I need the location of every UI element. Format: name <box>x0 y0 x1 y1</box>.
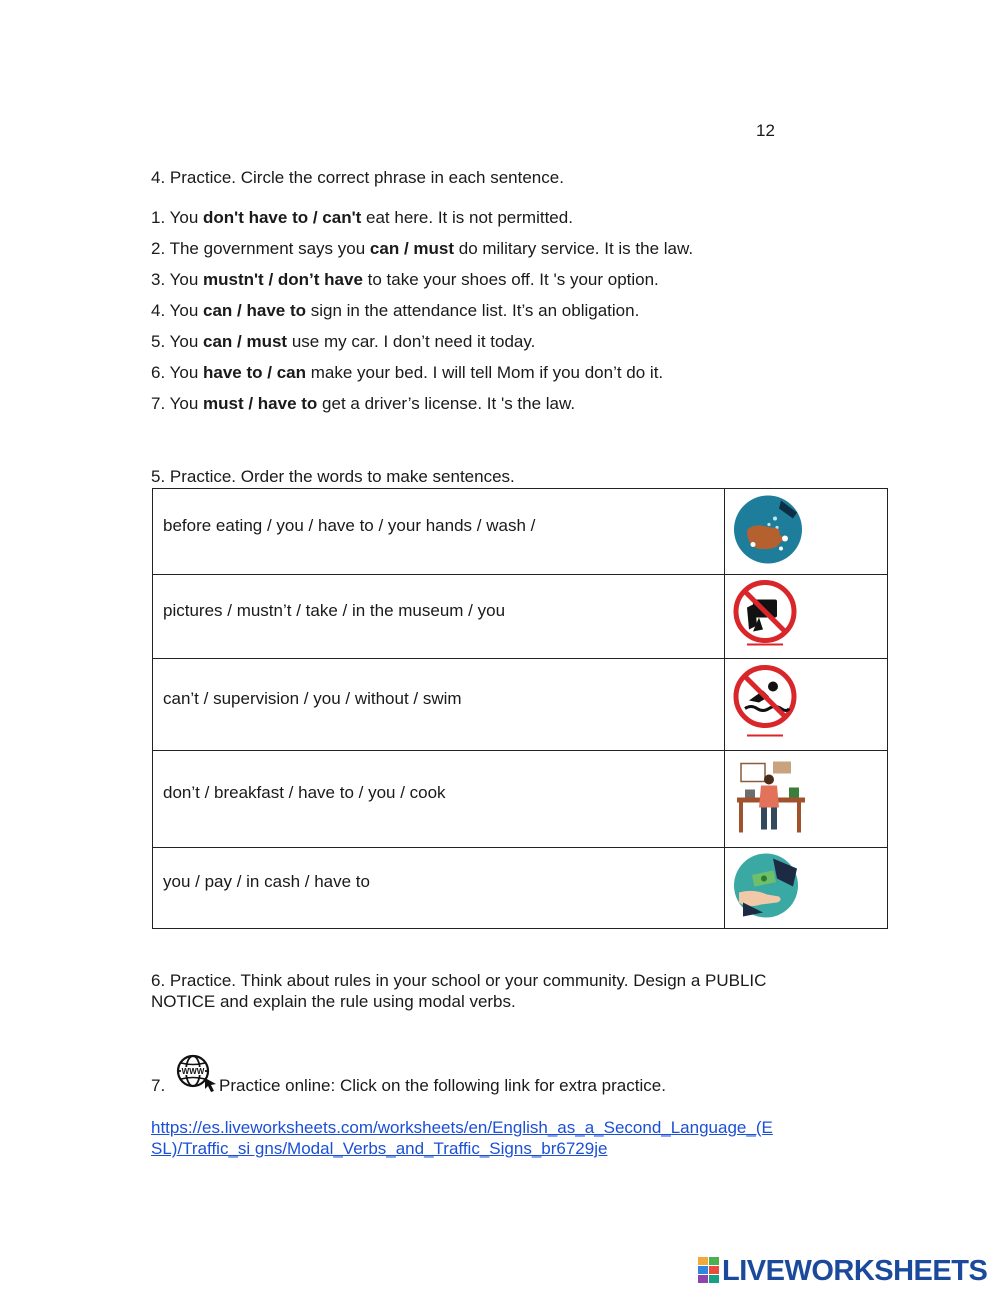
no-swimming-icon <box>733 664 797 745</box>
sentence-start: 6. You <box>151 363 204 382</box>
exercise-4-heading: 4. Practice. Circle the correct phrase in each sentence. <box>151 168 564 187</box>
kitchen-cooking-icon <box>733 758 809 841</box>
sentence-6 <box>151 363 663 383</box>
sentence-end: sign in the attendance list. It’s an obligation. <box>306 301 640 320</box>
word-order-cell <box>153 489 725 575</box>
sentence-7 <box>151 394 575 414</box>
picture-cell <box>725 659 888 751</box>
sentence-start: 4. You <box>151 301 204 320</box>
hand-washing-icon <box>733 494 803 569</box>
table-row <box>153 848 888 929</box>
picture-cell <box>725 489 888 575</box>
word-order-cell <box>153 751 725 848</box>
sentence-end: make your bed. I will tell Mom if you don’t do it. <box>306 363 664 382</box>
phrase-choice[interactable]: can / must <box>369 239 455 258</box>
sentence-end: do military service. It is the law. <box>454 239 694 258</box>
sentence-3 <box>151 270 659 290</box>
scrambled-words: you / pay / in cash / have to <box>163 872 370 891</box>
exercise-6-instructions: 6. Practice. Think about rules in your school or your community. Design a PUBLIC NOTICE and explain the rule using modal verbs. <box>151 971 767 1011</box>
word-order-cell <box>153 848 725 929</box>
word-order-cell <box>153 659 725 751</box>
picture-cell <box>725 751 888 848</box>
sentence-end: use my car. I don’t need it today. <box>287 332 536 351</box>
sentence-4 <box>151 301 639 321</box>
exercise-5-heading: 5. Practice. Order the words to make sentences. <box>151 467 515 486</box>
exercise-7-number: 7. <box>151 1076 166 1095</box>
sentence-end: get a driver’s license. It 's the law. <box>317 394 576 413</box>
sentence-end: to take your shoes off. It 's your option. <box>362 270 659 289</box>
sentence-start: 7. You <box>151 394 204 413</box>
table-row <box>153 489 888 575</box>
sentence-start: 5. You <box>151 332 204 351</box>
no-camera-icon <box>733 579 797 654</box>
picture-cell <box>725 848 888 929</box>
sentence-2 <box>151 239 693 259</box>
table-row <box>153 751 888 848</box>
phrase-choice[interactable]: can / have to <box>203 301 306 320</box>
word-order-cell <box>153 575 725 659</box>
phrase-choice[interactable]: don't have to / can't <box>203 208 362 227</box>
www-globe-icon <box>175 1054 219 1099</box>
svg-text:WWW: WWW <box>181 1067 205 1076</box>
brand-name: LIVEWORKSHEETS <box>722 1255 988 1287</box>
sentence-5 <box>151 332 535 352</box>
picture-cell <box>725 575 888 659</box>
table-row <box>153 575 888 659</box>
phrase-choice[interactable]: must / have to <box>203 394 318 413</box>
scrambled-words: can’t / supervision / you / without / swim <box>163 688 462 708</box>
phrase-choice[interactable]: mustn't / don’t have <box>203 270 363 289</box>
page-number: 12 <box>756 121 775 140</box>
table-row <box>153 659 888 751</box>
sentence-end: eat here. It is not permitted. <box>361 208 573 227</box>
sentence-start: 3. You <box>151 270 204 289</box>
extra-practice-link[interactable]: https://es.liveworksheets.com/worksheets/en/English_as_a_Second_Language_(ESL)/Traffic_si gns/Modal_Verbs_and_Traffic_Signs_br6729je <box>151 1118 773 1158</box>
phrase-choice[interactable]: can / must <box>203 332 288 351</box>
cash-payment-icon <box>733 853 799 924</box>
word-order-table <box>152 488 888 929</box>
phrase-choice[interactable]: have to / can <box>203 363 306 382</box>
scrambled-words: don’t / breakfast / have to / you / cook <box>163 783 446 802</box>
exercise-7-instructions: Practice online: Click on the following link for extra practice. <box>219 1076 666 1095</box>
liveworksheets-logo-mark-icon <box>698 1257 720 1288</box>
scrambled-words: before eating / you / have to / your hands / wash / <box>163 515 536 535</box>
sentence-start: 1. You <box>151 208 204 227</box>
scrambled-words: pictures / mustn’t / take / in the museum / you <box>163 600 506 620</box>
sentence-1 <box>151 208 573 228</box>
sentence-start: 2. The government says you <box>151 239 370 258</box>
